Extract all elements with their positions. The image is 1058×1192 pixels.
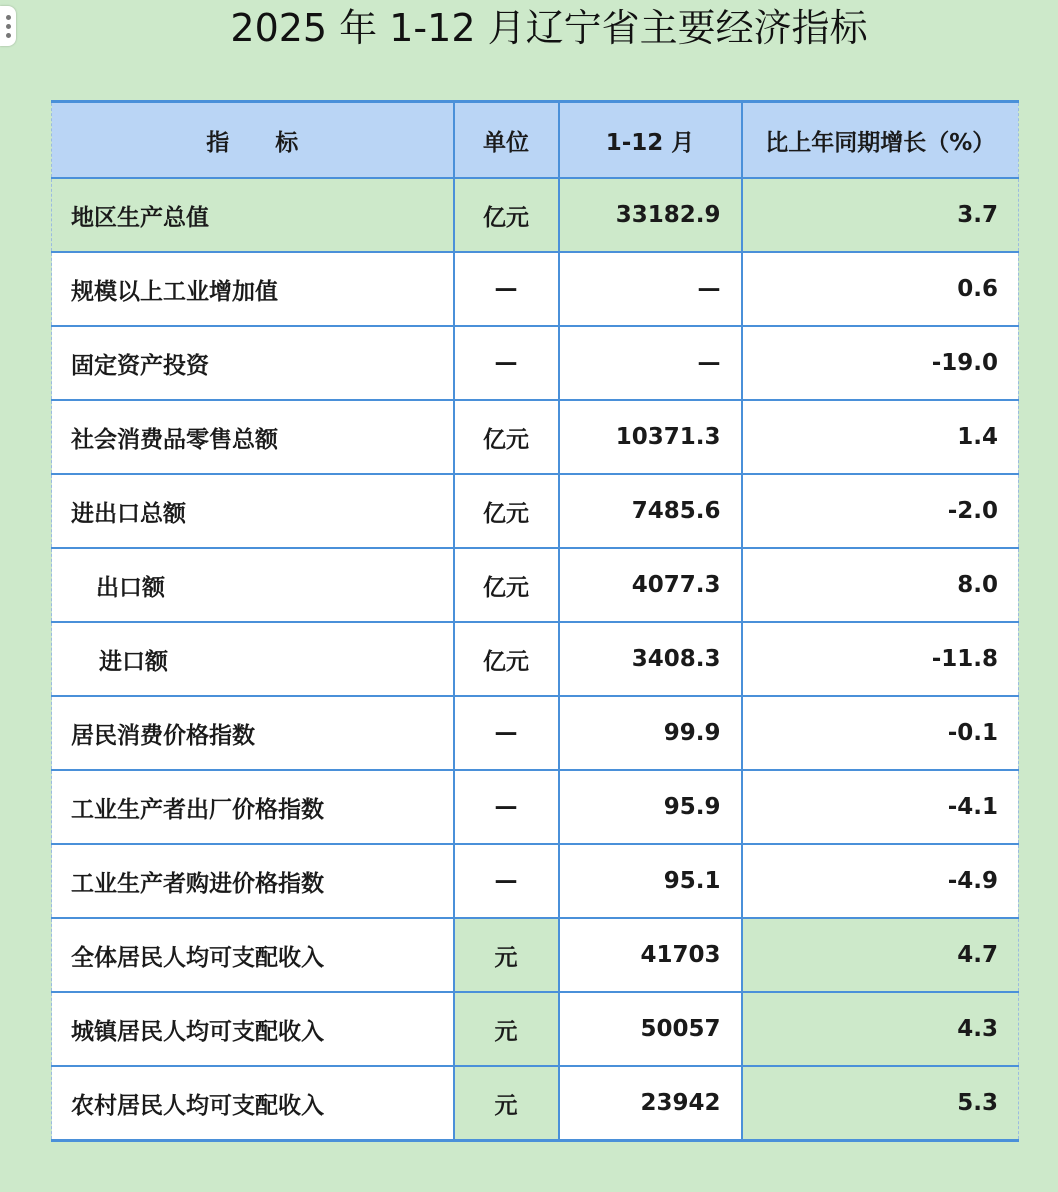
indicator-name: 农村居民人均可支配收入 [52,1066,454,1141]
indicator-value: 33182.9 [559,178,742,252]
indicator-value: — [559,252,742,326]
indicator-name: 工业生产者购进价格指数 [52,844,454,918]
indicator-unit: 亿元 [454,622,559,696]
indicator-growth: -11.8 [742,622,1019,696]
table-header-row [52,102,1019,179]
indicator-growth: 0.6 [742,252,1019,326]
indicator-growth: -2.0 [742,474,1019,548]
indicator-name: 进出口总额 [52,474,454,548]
indicator-unit: 元 [454,992,559,1066]
indicator-unit: — [454,326,559,400]
indicator-growth: -4.9 [742,844,1019,918]
indicator-unit: 亿元 [454,178,559,252]
indicator-unit: 亿元 [454,400,559,474]
indicator-name: 固定资产投资 [52,326,454,400]
header-indicator: 指 标 [52,102,454,179]
indicator-value: 10371.3 [559,400,742,474]
indicator-name: 规模以上工业增加值 [52,252,454,326]
table-row [52,770,1019,844]
economic-indicators-table [51,100,1019,1142]
table-row [52,844,1019,918]
table-row [52,1066,1019,1141]
page-title: 2025 年 1-12 月辽宁省主要经济指标 [230,6,868,50]
indicator-growth: 1.4 [742,400,1019,474]
indicator-value: 95.9 [559,770,742,844]
indicator-name: 城镇居民人均可支配收入 [52,992,454,1066]
indicator-name: 进口额 [52,622,454,696]
table-row [52,622,1019,696]
table-row [52,992,1019,1066]
indicator-name: 全体居民人均可支配收入 [52,918,454,992]
indicator-name: 出口额 [52,548,454,622]
indicator-unit: — [454,844,559,918]
indicator-growth: 8.0 [742,548,1019,622]
indicator-name: 居民消费价格指数 [52,696,454,770]
indicator-unit: 亿元 [454,548,559,622]
indicator-unit: — [454,696,559,770]
indicator-value: — [559,326,742,400]
header-unit: 单位 [454,102,559,179]
indicator-value: 4077.3 [559,548,742,622]
table-row [52,178,1019,252]
table-row [52,400,1019,474]
indicator-value: 99.9 [559,696,742,770]
indicator-growth: 4.3 [742,992,1019,1066]
indicator-value: 7485.6 [559,474,742,548]
indicator-growth: -19.0 [742,326,1019,400]
indicator-unit: 元 [454,1066,559,1141]
indicator-unit: — [454,770,559,844]
indicator-growth: -4.1 [742,770,1019,844]
indicator-name: 地区生产总值 [52,178,454,252]
table-row [52,474,1019,548]
indicator-value: 50057 [559,992,742,1066]
table-row [52,252,1019,326]
header-period-value: 1-12 月 [559,102,742,179]
indicator-growth: 5.3 [742,1066,1019,1141]
table-row [52,326,1019,400]
indicator-growth: -0.1 [742,696,1019,770]
indicator-name: 工业生产者出厂价格指数 [52,770,454,844]
indicator-unit: 亿元 [454,474,559,548]
indicator-name: 社会消费品零售总额 [52,400,454,474]
table-row [52,918,1019,992]
indicator-value: 3408.3 [559,622,742,696]
indicator-unit: 元 [454,918,559,992]
indicator-value: 95.1 [559,844,742,918]
indicator-value: 41703 [559,918,742,992]
table-row [52,548,1019,622]
indicator-unit: — [454,252,559,326]
indicator-growth: 4.7 [742,918,1019,992]
header-yoy-growth: 比上年同期增长（%） [742,102,1019,179]
indicator-growth: 3.7 [742,178,1019,252]
indicator-value: 23942 [559,1066,742,1141]
table-row [52,696,1019,770]
